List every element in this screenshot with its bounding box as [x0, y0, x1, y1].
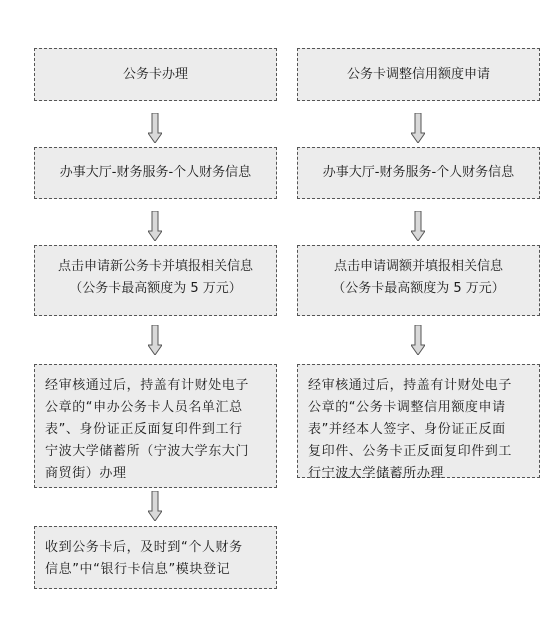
left-step-5-box	[34, 526, 277, 589]
left-step-3-line-1: 点击申请新公务卡并填报相关信息	[57, 259, 253, 274]
right-step-1-box	[297, 48, 540, 101]
left-step-5-text: 收到公务卡后，及时到“个人财务 信息”中“银行卡信息”模块登记	[45, 540, 243, 577]
right-step-3-box	[297, 245, 540, 316]
right-step-3-line-2: （公务卡最高额度为 5 万元）	[332, 281, 505, 296]
right-step-2-box	[297, 147, 540, 199]
left-step-4-text: 经审核通过后，持盖有计财处电子 公章的“申办公务卡人员名单汇总 表”、身份证正反面复印件到工行 宁波大学储蓄所（宁波大学东大门 商贸街）办理	[45, 378, 250, 481]
down-arrow-icon	[411, 325, 425, 355]
right-step-2-text: 办事大厅-财务服务-个人财务信息	[322, 165, 515, 180]
left-step-1-text: 公务卡办理	[122, 66, 188, 82]
left-step-3-line-2: （公务卡最高额度为 5 万元）	[69, 281, 242, 296]
right-step-4-box	[297, 364, 540, 481]
left-step-2-box	[34, 147, 277, 199]
right-step-3-line-1: 点击申请调额并填报相关信息	[333, 259, 503, 274]
down-arrow-icon	[148, 113, 162, 143]
right-step-4-text: 经审核通过后，持盖有计财处电子 公章的“公务卡调整信用额度申请 表”并经本人签字、身份证正反面 复印件、公务卡正反面复印件到工 行宁波大学储蓄所办理	[308, 378, 513, 481]
down-arrow-icon	[411, 211, 425, 241]
left-step-4-box	[34, 364, 277, 488]
right-step-1-text: 公务卡调整信用额度申请	[346, 66, 490, 82]
left-step-1-box	[34, 48, 277, 101]
down-arrow-icon	[148, 325, 162, 355]
down-arrow-icon	[411, 113, 425, 143]
down-arrow-icon	[148, 211, 162, 241]
left-step-2-text: 办事大厅-财务服务-个人财务信息	[59, 165, 252, 180]
left-step-3-box	[34, 245, 277, 316]
down-arrow-icon	[148, 491, 162, 521]
